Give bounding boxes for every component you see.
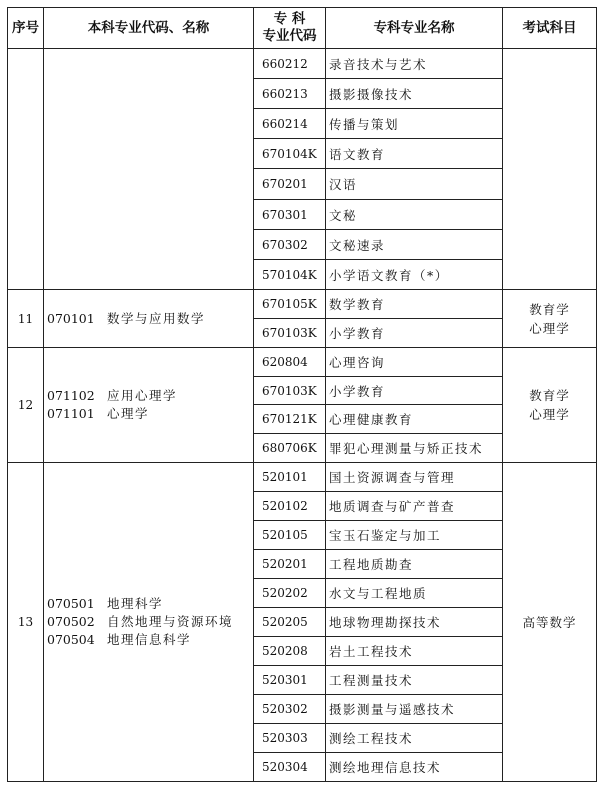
exam-subject: 高等数学 xyxy=(522,614,577,630)
header-undergrad: 本科专业代码、名称 xyxy=(44,8,254,49)
specialty-name: 数学教育 xyxy=(326,290,503,319)
undergrad-major-code: 071101 xyxy=(47,406,95,421)
undergrad-major xyxy=(47,631,253,649)
header-code-line1: 专 科 xyxy=(273,11,306,27)
specialty-code: 680706K xyxy=(254,434,326,463)
specialty-code: 520105 xyxy=(254,521,326,550)
specialty-code: 520302 xyxy=(254,695,326,724)
specialty-name: 语文教育 xyxy=(326,139,503,169)
specialty-code: 670301 xyxy=(254,200,326,230)
specialty-name: 心理咨询 xyxy=(326,348,503,377)
header-exam-subjects: 考试科目 xyxy=(503,8,597,49)
specialty-code: 520205 xyxy=(254,608,326,637)
specialty-name: 罪犯心理测量与矫正技术 xyxy=(326,434,503,463)
specialty-name: 汉语 xyxy=(326,169,503,200)
undergrad-major xyxy=(47,310,253,328)
specialty-name: 文秘速录 xyxy=(326,230,503,260)
table-row xyxy=(8,348,597,377)
specialty-name: 录音技术与艺术 xyxy=(326,49,503,79)
undergrad-major-code: 070504 xyxy=(47,632,95,647)
table-row xyxy=(8,463,597,492)
specialty-name: 宝玉石鉴定与加工 xyxy=(326,521,503,550)
exam-subject: 教育学 xyxy=(529,388,570,403)
header-specialty-name: 专科专业名称 xyxy=(326,8,503,49)
specialty-code: 660212 xyxy=(254,49,326,79)
specialty-name: 岩土工程技术 xyxy=(326,637,503,666)
exam-subjects xyxy=(503,348,597,463)
specialty-code: 520202 xyxy=(254,579,326,608)
group-seq xyxy=(8,49,44,290)
specialty-name: 摄影摄像技术 xyxy=(326,79,503,109)
specialty-code: 670121K xyxy=(254,405,326,434)
undergrad-major xyxy=(47,387,253,405)
specialty-name: 小学语文教育（*） xyxy=(326,260,503,290)
specialty-table xyxy=(7,7,597,782)
specialty-code: 520304 xyxy=(254,753,326,782)
specialty-name: 传播与策划 xyxy=(326,109,503,139)
table-header-row xyxy=(8,8,597,49)
undergrad-major-name: 心理学 xyxy=(107,406,150,421)
header-seq: 序号 xyxy=(8,8,44,49)
undergrad-major-code: 070501 xyxy=(47,596,95,611)
specialty-name: 小学教育 xyxy=(326,377,503,405)
specialty-code: 520201 xyxy=(254,550,326,579)
specialty-code: 570104K xyxy=(254,260,326,290)
group-seq: 13 xyxy=(8,463,44,782)
undergrad-majors xyxy=(44,49,254,290)
exam-subject: 教育学 xyxy=(529,301,570,317)
undergrad-majors xyxy=(44,290,254,348)
undergrad-major-name: 应用心理学 xyxy=(107,388,178,403)
specialty-code: 670201 xyxy=(254,169,326,200)
specialty-name: 文秘 xyxy=(326,200,503,230)
specialty-name: 工程测量技术 xyxy=(326,666,503,695)
specialty-code: 670104K xyxy=(254,139,326,169)
undergrad-major-name: 地理科学 xyxy=(107,596,164,611)
specialty-name: 测绘工程技术 xyxy=(326,724,503,753)
specialty-code: 670302 xyxy=(254,230,326,260)
undergrad-major-code: 071102 xyxy=(47,388,95,403)
undergrad-major xyxy=(47,595,253,613)
specialty-code: 670105K xyxy=(254,290,326,319)
exam-subjects xyxy=(503,290,597,348)
header-code-line2: 专业代码 xyxy=(262,28,317,44)
specialty-code: 520101 xyxy=(254,463,326,492)
undergrad-major-name: 自然地理与资源环境 xyxy=(107,614,234,629)
undergrad-majors xyxy=(44,348,254,463)
undergrad-major-name: 地理信息科学 xyxy=(107,632,192,647)
undergrad-majors xyxy=(44,463,254,782)
specialty-name: 小学教育 xyxy=(326,319,503,348)
specialty-code: 520102 xyxy=(254,492,326,521)
group-seq: 11 xyxy=(8,290,44,348)
specialty-name: 心理健康教育 xyxy=(326,405,503,434)
undergrad-major xyxy=(47,613,253,631)
table-row xyxy=(8,49,597,79)
exam-subjects xyxy=(503,463,597,782)
specialty-code: 660214 xyxy=(254,109,326,139)
undergrad-major-code: 070101 xyxy=(47,310,95,326)
specialty-code: 670103K xyxy=(254,319,326,348)
undergrad-major-name: 数学与应用数学 xyxy=(107,310,206,326)
header-code xyxy=(254,8,326,49)
specialty-code: 520303 xyxy=(254,724,326,753)
specialty-code: 520208 xyxy=(254,637,326,666)
specialty-name: 国土资源调查与管理 xyxy=(326,463,503,492)
specialty-code: 670103K xyxy=(254,377,326,405)
specialty-name: 工程地质勘查 xyxy=(326,550,503,579)
table-body xyxy=(8,49,597,782)
specialty-name: 水文与工程地质 xyxy=(326,579,503,608)
group-seq: 12 xyxy=(8,348,44,463)
exam-subject: 心理学 xyxy=(529,407,570,422)
undergrad-major-code: 070502 xyxy=(47,614,95,629)
undergrad-major xyxy=(47,405,253,423)
specialty-code: 520301 xyxy=(254,666,326,695)
exam-subjects xyxy=(503,49,597,290)
specialty-name: 地质调查与矿产普查 xyxy=(326,492,503,521)
specialty-code: 660213 xyxy=(254,79,326,109)
specialty-code: 620804 xyxy=(254,348,326,377)
specialty-name: 地球物理勘探技术 xyxy=(326,608,503,637)
specialty-name: 摄影测量与遥感技术 xyxy=(326,695,503,724)
exam-subject: 心理学 xyxy=(529,320,570,336)
specialty-name: 测绘地理信息技术 xyxy=(326,753,503,782)
table-row xyxy=(8,290,597,319)
